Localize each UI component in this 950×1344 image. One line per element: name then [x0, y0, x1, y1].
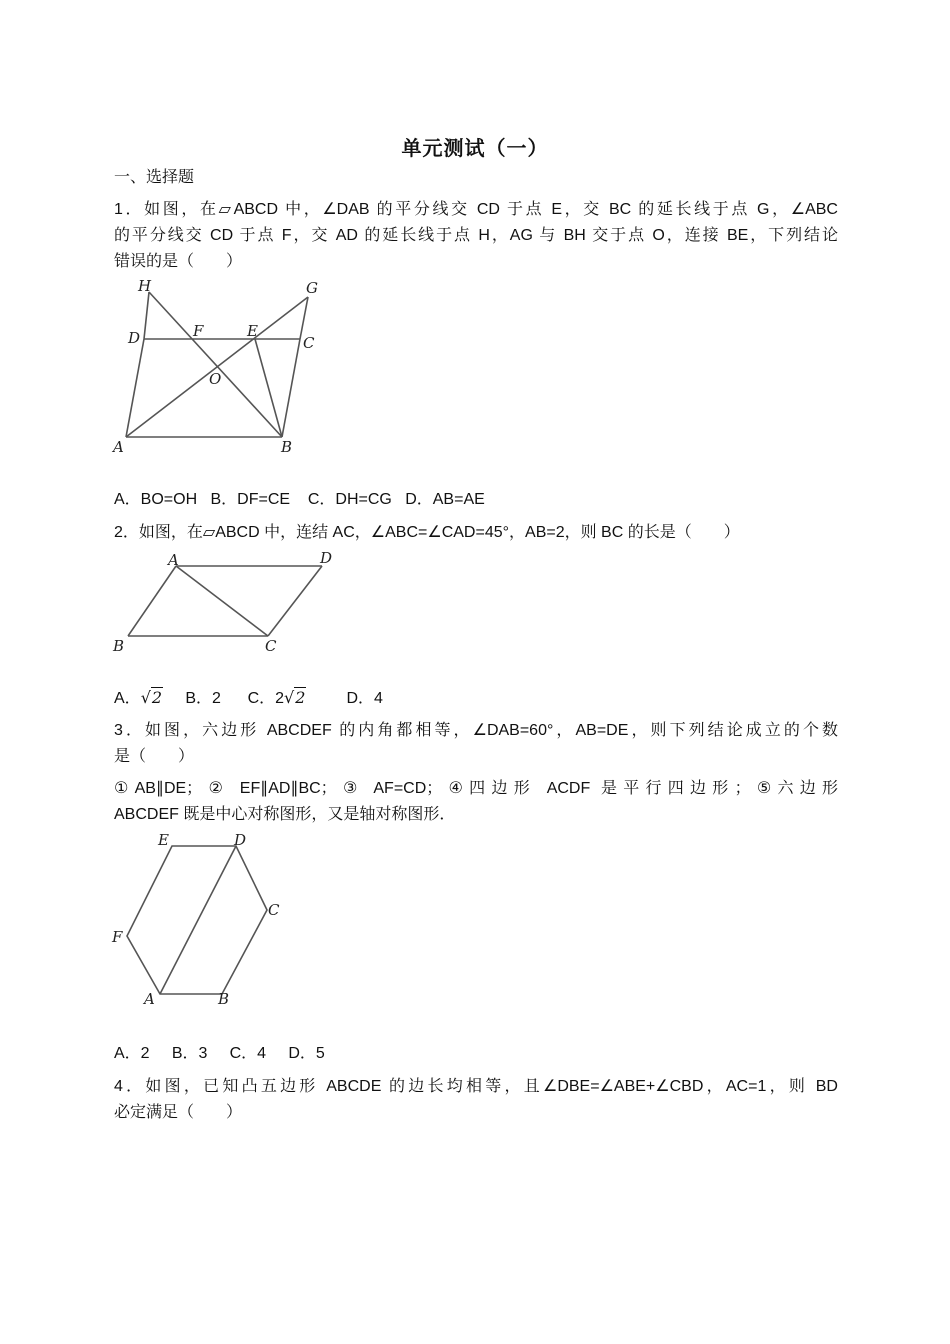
q3-options	[114, 1042, 838, 1066]
q3-label-A: A	[144, 990, 155, 1008]
q1-label-B: B	[281, 438, 293, 456]
q1-text-line2: 的平分线交 CD 于点 F，交 AD 的延长线于点 H，AG 与 BH 交于点 O，连接 BE，下列结论	[114, 227, 838, 244]
q3-label-B: B	[218, 990, 230, 1008]
section-heading: 一、选择题	[114, 169, 195, 186]
q1-label-H: H	[138, 277, 152, 295]
q1-label-O: O	[209, 370, 222, 388]
q1-label-E: E	[247, 322, 258, 340]
q1-figure	[108, 274, 338, 460]
q1-option-a[interactable]: A．BO=OH	[114, 491, 198, 508]
q4-text-line1: 4．如图，已知凸五边形 ABCDE 的边长均相等，且∠DBE=∠ABE+∠CBD，AC=1，则 BD	[114, 1078, 838, 1095]
q2-label-A: A	[168, 551, 179, 569]
q1-options	[114, 488, 838, 512]
q3-option-d[interactable]: D．5	[288, 1045, 325, 1062]
q3-text-line3: ①AB∥DE；② EF∥AD∥BC；③ AF=CD；④四边形 ACDF 是平行四边形；⑤六边形	[114, 780, 838, 797]
q3-label-C: C	[268, 901, 280, 919]
q1-option-c[interactable]: C．DH=CG	[307, 491, 392, 508]
q2-figure	[108, 548, 348, 658]
q1-label-D: D	[128, 329, 141, 347]
q2-label-B: B	[113, 637, 125, 655]
sqrt-symbol: √2	[284, 688, 306, 707]
q3-text-line2: 是（ ）	[114, 748, 195, 765]
q3-label-E: E	[158, 831, 169, 849]
q1-text-line3: 错误的是（ ）	[114, 253, 243, 270]
q1-option-d[interactable]: D．AB=AE	[405, 491, 485, 508]
q3-option-a[interactable]: A．2	[114, 1045, 150, 1062]
q2-text-line1: 2．如图，在▱ABCD 中，连结 AC，∠ABC=∠CAD=45°，AB=2，则 BC 的长是（ ）	[114, 524, 740, 541]
q2-label-D: D	[320, 549, 333, 567]
q3-option-c[interactable]: C．4	[229, 1045, 267, 1062]
q2-option-c-radicand: 2	[295, 688, 306, 707]
q3-option-b[interactable]: B．3	[171, 1045, 208, 1062]
q1-option-b[interactable]: B．DF=CE	[210, 491, 291, 508]
q3-text-line4: ABCDEF 既是中心对称图形，又是轴对称图形．	[114, 806, 456, 823]
page-title: 单元测试（一）	[401, 138, 549, 160]
q1-text-line1: 1．如图，在▱ABCD 中，∠DAB 的平分线交 CD 于点 E，交 BC 的延长线于点 G，∠ABC	[114, 201, 838, 218]
q2-label-C: C	[265, 637, 277, 655]
q4-text-line2: 必定满足（ ）	[114, 1104, 243, 1121]
q3-figure	[108, 828, 308, 1012]
q1-label-A: A	[113, 438, 124, 456]
q2-option-a[interactable]	[114, 690, 163, 707]
q2-option-b[interactable]: B．2	[185, 690, 221, 707]
q3-text-line1: 3．如图，六边形 ABCDEF 的内角都相等，∠DAB=60°，AB=DE，则下列结论成立的个数	[114, 722, 838, 739]
q2-option-d[interactable]: D．4	[346, 690, 383, 707]
q1-label-C: C	[303, 334, 315, 352]
sqrt-symbol: √2	[140, 688, 163, 707]
q3-label-D: D	[234, 831, 247, 849]
q2-option-a-radicand: 2	[151, 688, 163, 707]
q3-label-F: F	[112, 928, 123, 946]
q2-option-a-prefix: A．	[114, 690, 141, 707]
q1-label-F: F	[193, 322, 204, 340]
q2-options	[114, 686, 838, 711]
q2-option-c-prefix: C．2	[247, 690, 285, 707]
q2-option-c[interactable]	[248, 690, 307, 707]
q1-label-G: G	[306, 279, 318, 297]
